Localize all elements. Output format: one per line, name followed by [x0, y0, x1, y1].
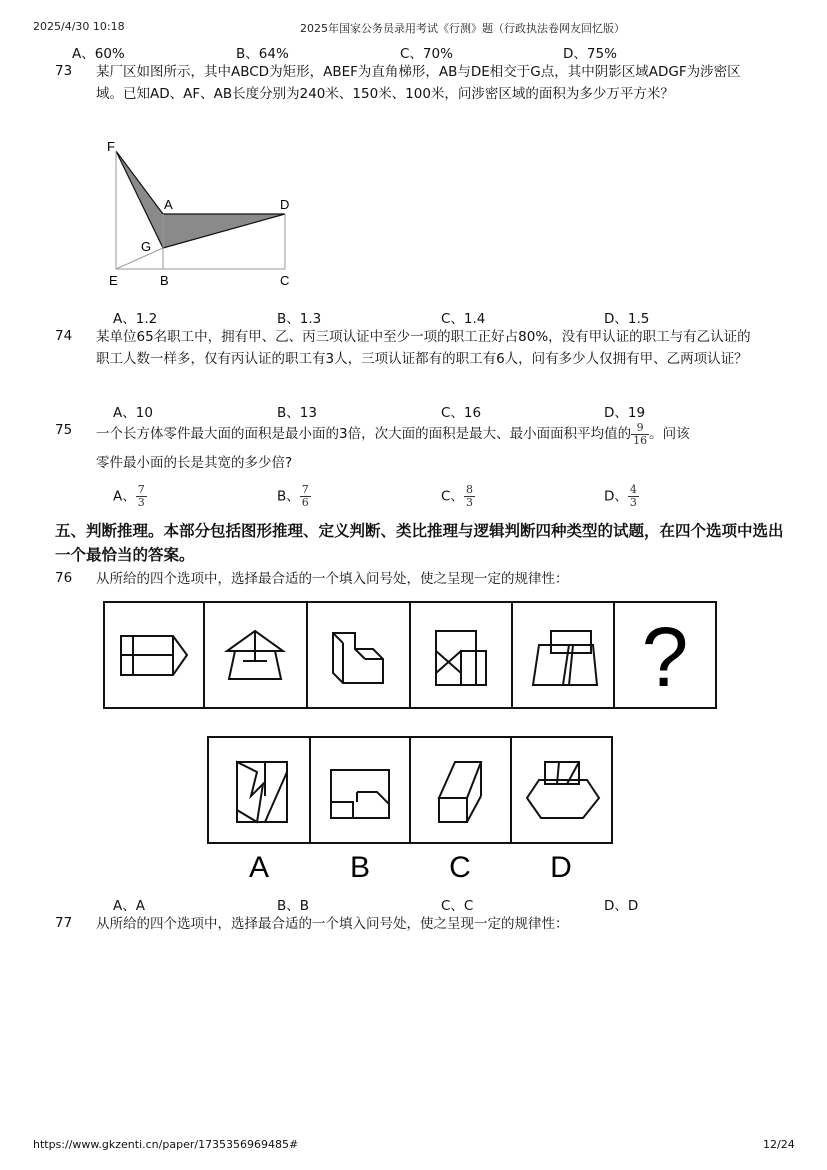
page-number: 12/24 — [763, 1138, 795, 1151]
q75-text — [96, 418, 776, 450]
q74-option-b: B、13 — [277, 405, 317, 421]
q77-number: 77 — [55, 915, 73, 931]
section-5-heading: 五、判断推理。本部分包括图形推理、定义判断、类比推理与逻辑判断四种类型的试题，在四个选项中选出一个最恰当的答案。 — [55, 522, 784, 564]
footer-url[interactable]: https://www.gkzenti.cn/paper/1735356969485# — [33, 1138, 299, 1151]
q72-option-b: B、64% — [236, 46, 289, 62]
q76-letter-b: B — [349, 851, 371, 884]
q76-option-a: A、A — [113, 898, 145, 914]
q76-option-b: B、B — [277, 898, 310, 914]
q76-choice-d-fig — [527, 762, 599, 818]
q75-text-after: 。问该 — [649, 426, 690, 442]
q75-option-c — [441, 484, 475, 509]
label-b: B — [160, 273, 169, 288]
q75-option-b-frac — [300, 484, 311, 509]
q75-option-c-den: 3 — [465, 496, 473, 509]
q75-option-d — [604, 484, 639, 509]
q74-option-c: C、16 — [441, 405, 482, 421]
q75-option-a-label: A、 — [113, 488, 136, 505]
q75-option-c-frac — [464, 484, 475, 509]
q73-number: 73 — [55, 63, 73, 79]
q76-text: 从所给的四个选项中，选择最合适的一个填入问号处，使之呈现一定的规律性： — [96, 571, 569, 587]
q75-option-c-num: 8 — [465, 483, 473, 496]
q75-option-b-den: 6 — [301, 496, 309, 509]
label-g: G — [141, 239, 152, 254]
q76-fig-1 — [121, 636, 187, 675]
q75-option-a — [113, 484, 147, 509]
q76-fig-5 — [533, 631, 597, 685]
q76-choice-b-fig — [331, 770, 389, 818]
q76-fig-3 — [333, 633, 383, 683]
q75-option-b — [277, 484, 311, 509]
q76-choice-a-fig — [237, 762, 287, 822]
label-e: E — [109, 273, 118, 288]
q77-text: 从所给的四个选项中，选择最合适的一个填入问号处，使之呈现一定的规律性： — [96, 916, 569, 932]
label-c: C — [280, 273, 290, 288]
q75-option-b-label: B、 — [277, 488, 300, 505]
q75-text-before: 一个长方体零件最大面的面积是最小面的3倍，次大面的面积是最大、最小面面积平均值的 — [96, 426, 632, 442]
q75-frac-num: 9 — [631, 422, 649, 435]
doc-title: 2025年国家公务员录用考试《行测》题（行政执法卷网友回忆版） — [300, 22, 625, 35]
q73-figure — [100, 135, 300, 290]
q75-option-d-label: D、 — [604, 488, 628, 505]
q76-letter-c: C — [449, 851, 471, 884]
q75-option-a-den: 3 — [137, 496, 145, 509]
q75-option-d-num: 4 — [629, 483, 637, 496]
q76-option-d: D、D — [604, 898, 639, 914]
label-a: A — [164, 197, 173, 212]
q76-choice-c-fig — [439, 762, 481, 822]
q72-option-a: A、60% — [72, 46, 125, 62]
q75-option-a-frac — [136, 484, 147, 509]
print-datetime: 2025/4/30 10:18 — [33, 20, 125, 33]
q74-option-a: A、10 — [113, 405, 153, 421]
q75-option-d-frac — [628, 484, 639, 509]
q72-option-d: D、75% — [563, 46, 617, 62]
q73-option-a: A、1.2 — [113, 311, 158, 327]
q75-option-d-den: 3 — [629, 496, 637, 509]
q75-text-line2: 零件最小面的长是其宽的多少倍? — [96, 455, 293, 471]
q76-question-mark: ? — [641, 610, 689, 704]
q73-text: 某厂区如图所示，其中ABCD为矩形，ABEF为直角梯形，AB与DE相交于G点，其中阴影区域ADGF为涉密区域。已知AD、AF、AB长度分别为240米、150米、100米，问涉密区域的面积为多少万平方米？ — [96, 64, 741, 102]
q76-choice-figures — [207, 736, 613, 884]
q76-option-c: C、C — [441, 898, 474, 914]
q76-letter-d: D — [550, 851, 572, 884]
q75-option-a-num: 7 — [137, 483, 145, 496]
q75-fraction — [631, 422, 649, 447]
q74-number: 74 — [55, 328, 73, 344]
q76-fig-2 — [227, 631, 283, 679]
q76-number: 76 — [55, 570, 73, 586]
label-f: F — [107, 139, 115, 154]
q76-fig-4 — [436, 631, 486, 685]
q75-option-b-num: 7 — [301, 483, 309, 496]
q73-option-b: B、1.3 — [277, 311, 322, 327]
q73-option-d: D、1.5 — [604, 311, 650, 327]
q75-option-c-label: C、 — [441, 488, 464, 505]
q72-option-c: C、70% — [400, 46, 453, 62]
q73-option-c: C、1.4 — [441, 311, 486, 327]
q74-text: 某单位65名职工中，拥有甲、乙、丙三项认证中至少一项的职工正好占80%，没有甲认证的职工与有乙认证的职工人数一样多，仅有丙认证的职工有3人，三项认证都有的职工有6人，问有多少人仅拥有甲、乙两项认证？ — [96, 329, 751, 367]
q76-letter-a: A — [248, 851, 270, 884]
q74-option-d: D、19 — [604, 405, 646, 421]
label-d: D — [280, 197, 290, 212]
q75-number: 75 — [55, 422, 73, 438]
q75-frac-den: 16 — [633, 433, 648, 447]
q76-question-figures — [103, 601, 717, 709]
